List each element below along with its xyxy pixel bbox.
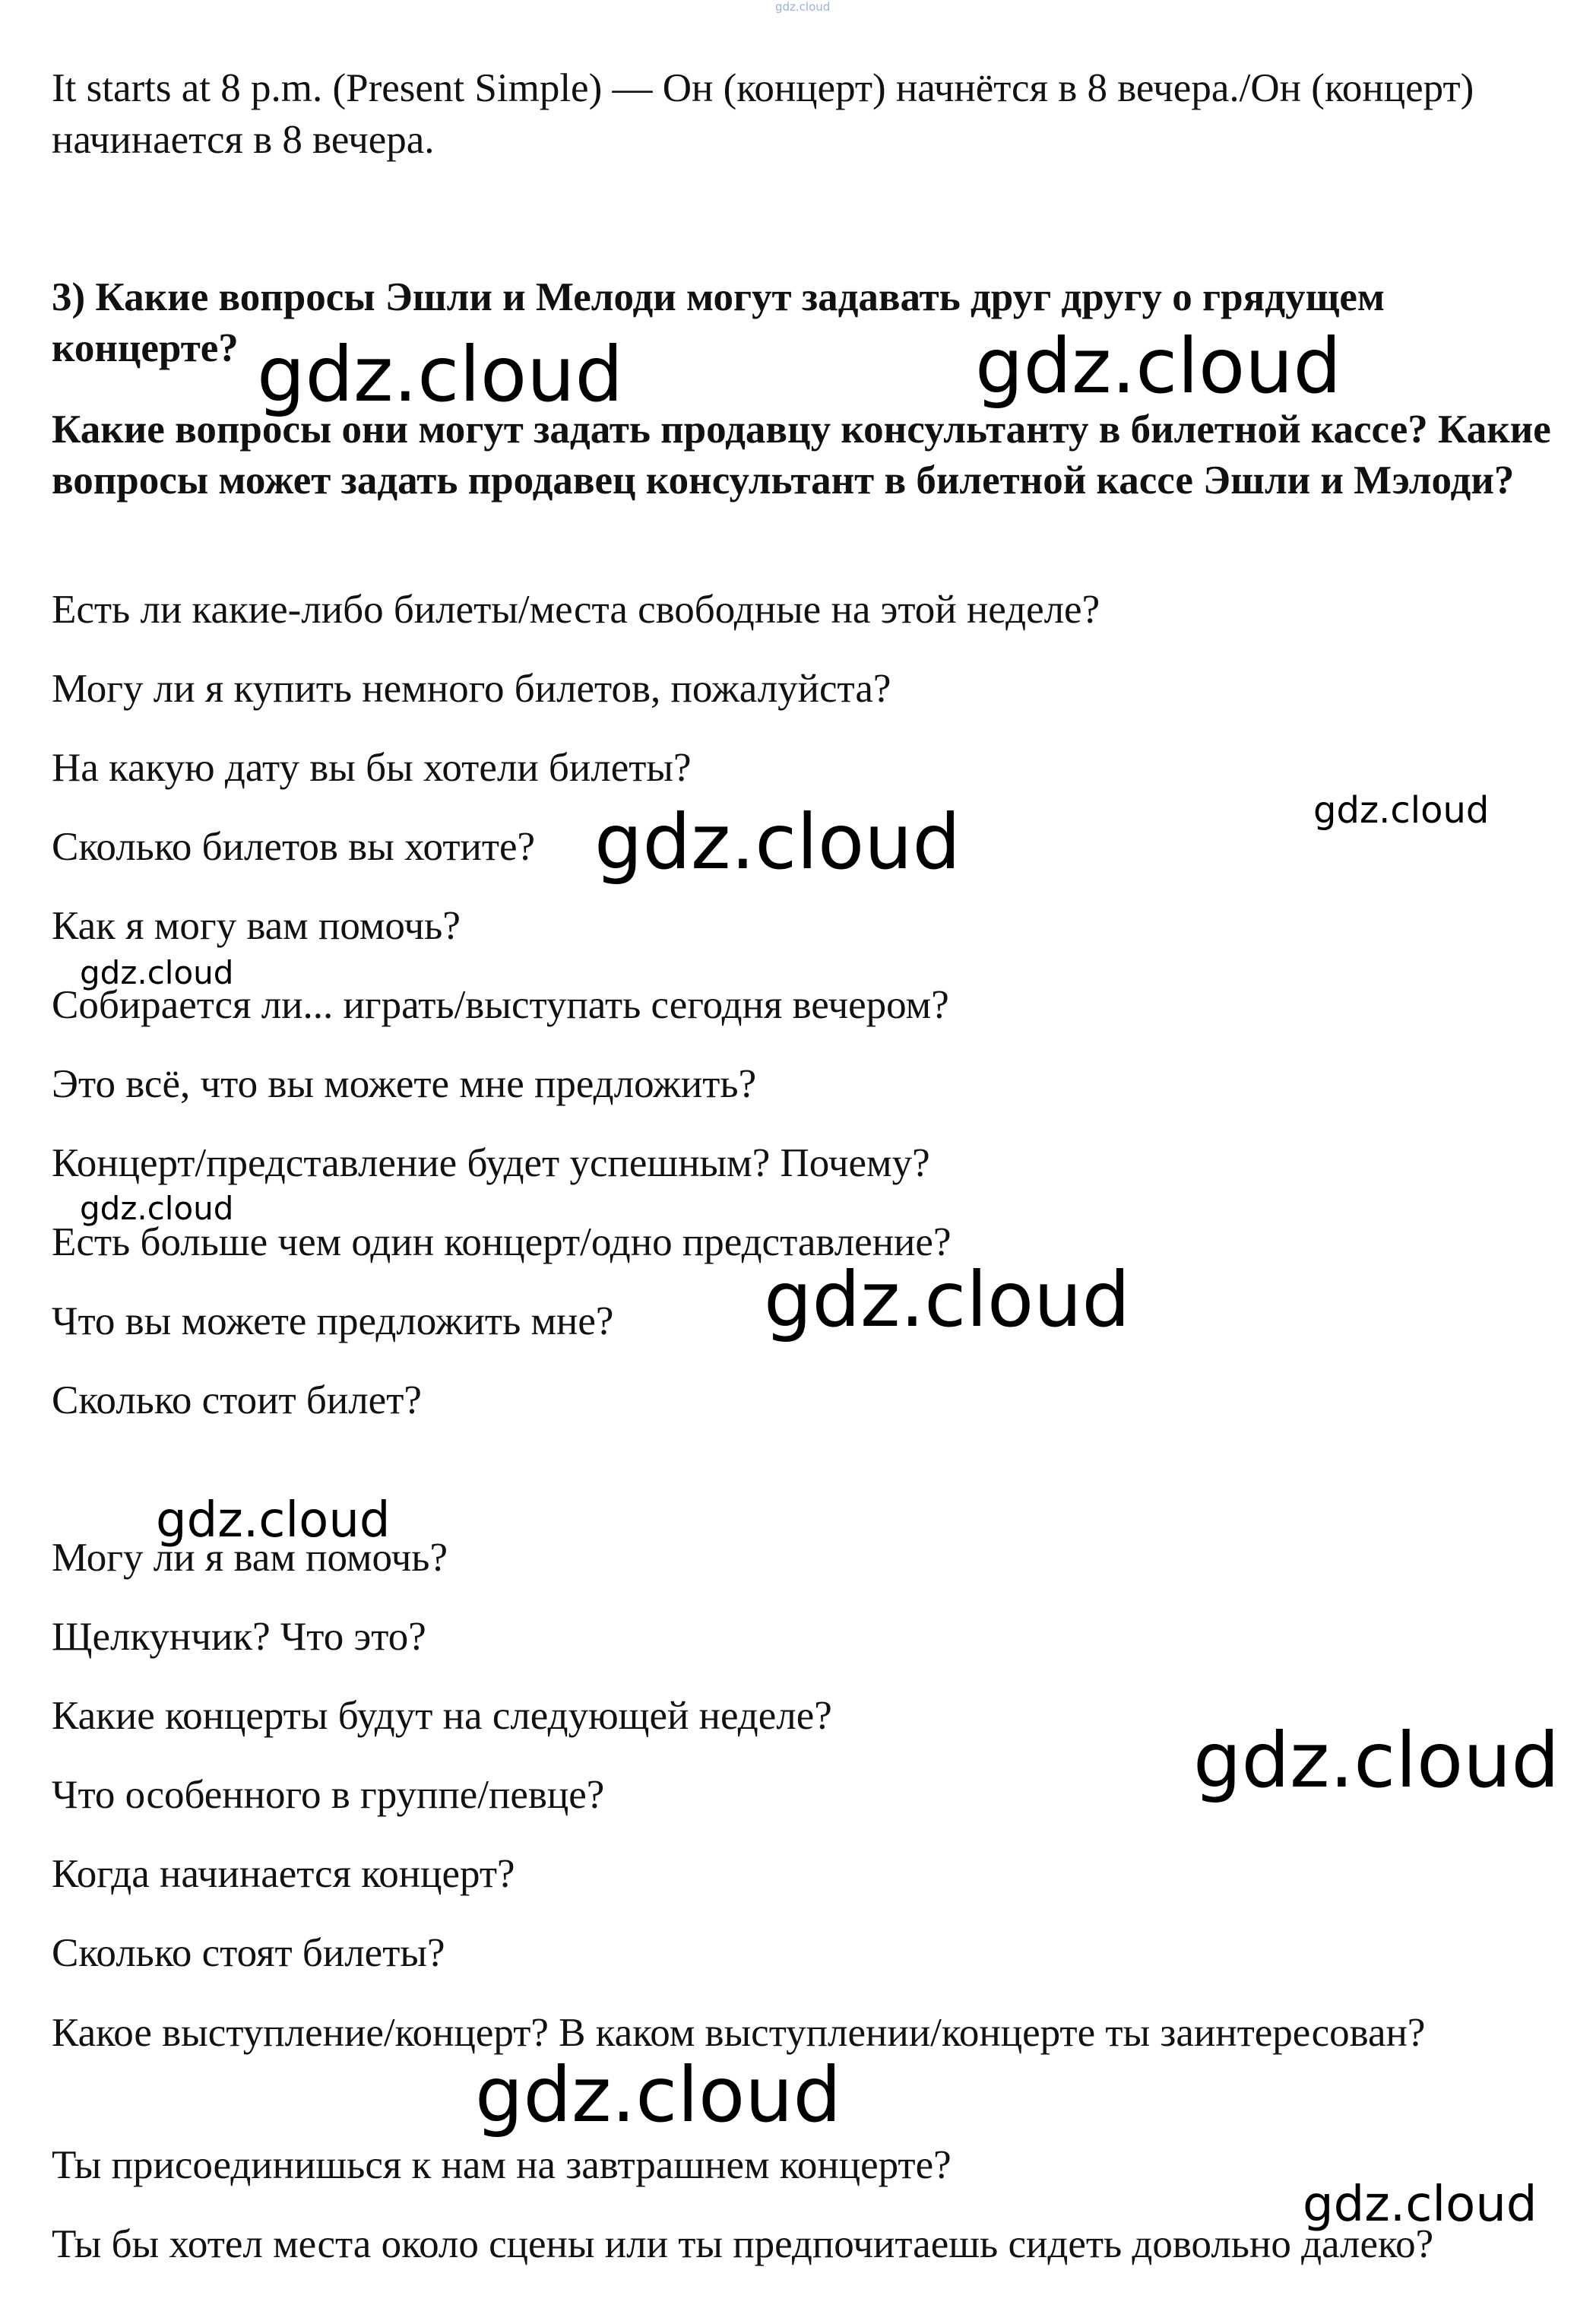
intro-text: It starts at 8 p.m. (Present Simple) — Он (концерт) начнётся в 8 вечера./Он (концерт) начинается в 8 вечера. [52,66,1474,162]
question-item: Концерт/представление будет успешным? Почему? [52,1141,930,1185]
watermark: gdz.cloud [80,1190,234,1227]
watermark: gdz.cloud [475,2050,842,2139]
watermark: gdz.cloud [975,322,1342,411]
task-heading-1: 3) Какие вопросы Эшли и Мелоди могут задавать друг другу о грядущем концерте? [52,275,1385,370]
watermark: gdz.cloud [80,954,234,991]
watermark: gdz.cloud [1193,1716,1560,1805]
watermark: gdz.cloud [1313,789,1490,832]
question-item: Что вы можете предложить мне? [52,1299,614,1343]
watermark: gdz.cloud [257,330,624,419]
question-item: Есть больше чем один концерт/одно представление? [52,1220,952,1264]
watermark: gdz.cloud [156,1492,391,1549]
task-heading-2: Какие вопросы они могут задать продавцу консультанту в билетной кассе? Какие вопросы может задать продавец консультант в билетной кассе Эшли и Мэлоди? [52,407,1551,503]
question-item: Могу ли я купить немного билетов, пожалуйста? [52,667,891,711]
question-item: Ты присоединишься к нам на завтрашнем концерте? [52,2143,952,2187]
question-item: Когда начинается концерт? [52,1852,515,1896]
question-item: Сколько стоят билеты? [52,1931,445,1975]
question-item: Сколько билетов вы хотите? [52,825,536,869]
question-item: Какое выступление/концерт? В каком выступлении/концерте ты заинтересован? [52,2011,1426,2055]
question-item: Какие концерты будут на следующей неделе? [52,1694,832,1738]
watermark: gdz.cloud [775,0,831,14]
question-item: Могу ли я вам помочь? [52,1536,448,1580]
question-item: Щелкунчик? Что это? [52,1615,426,1659]
question-item: На какую дату вы бы хотели билеты? [52,746,692,790]
question-item: Есть ли какие-либо билеты/места свободные на этой неделе? [52,588,1100,632]
watermark: gdz.cloud [764,1255,1131,1344]
question-item: Собирается ли... играть/выступать сегодня вечером? [52,983,949,1027]
question-item: Что особенного в группе/певце? [52,1773,605,1817]
question-item: Как я могу вам помочь? [52,904,461,948]
question-item: Сколько стоит билет? [52,1378,422,1422]
watermark: gdz.cloud [1303,2177,1537,2233]
question-item: Ты бы хотел места около сцены или ты предпочитаешь сидеть довольно далеко? [52,2222,1434,2266]
watermark: gdz.cloud [594,797,961,886]
question-item: Это всё, что вы можете мне предложить? [52,1062,757,1106]
